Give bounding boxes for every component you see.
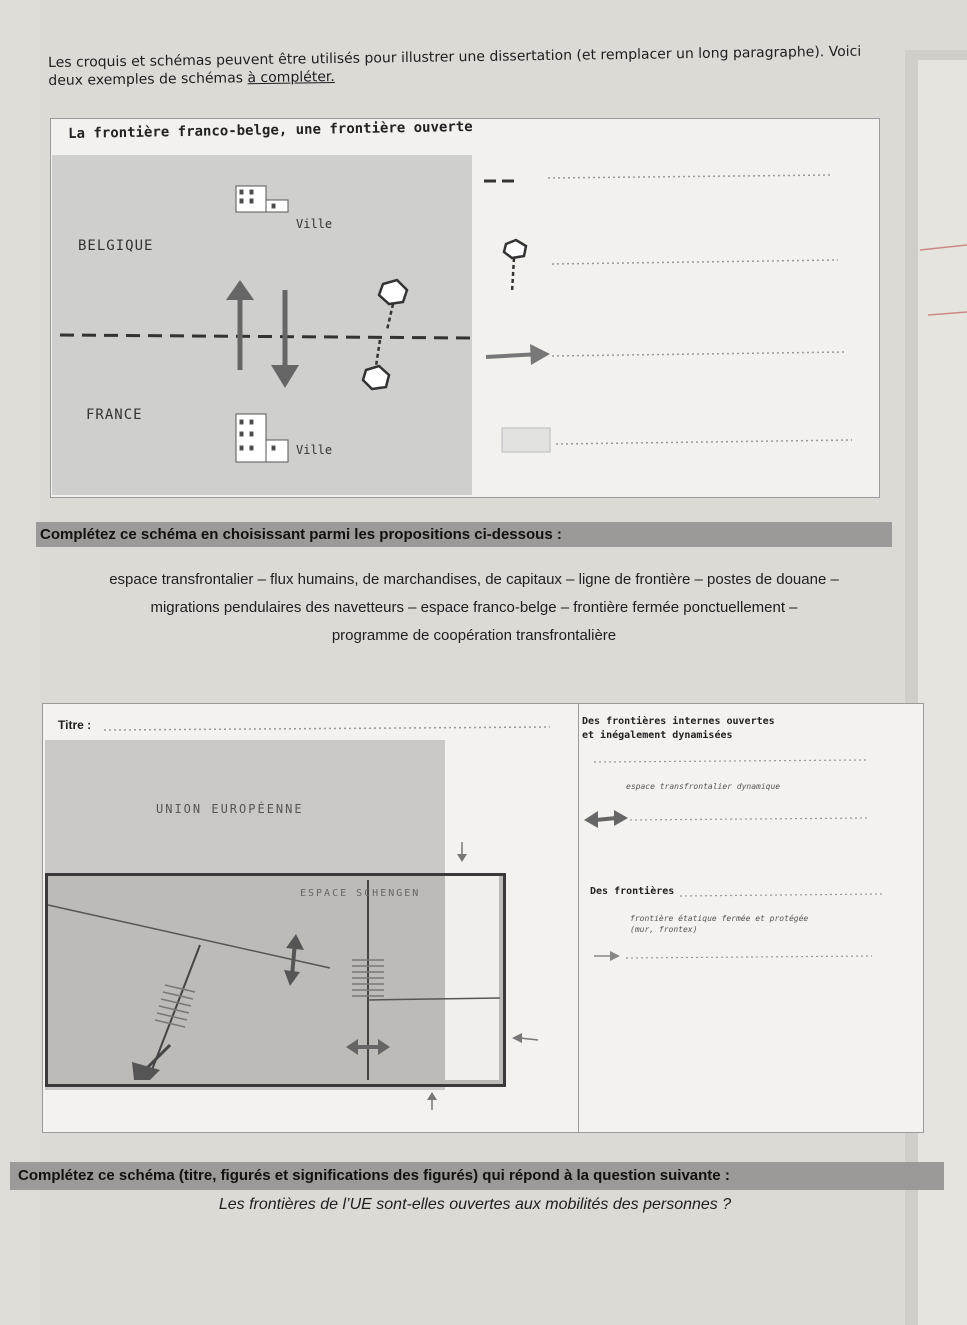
intro-line-1: Les croquis et schémas peuvent être utilisés pour illustrer une dissertation (et remplacer un long paragraphe). Voici [48, 43, 862, 71]
proposition-line: programme de coopération transfrontalière [331, 627, 617, 644]
legend2-item-espace: espace transfrontalier dynamique [626, 782, 781, 791]
arrow-down-small-icon [457, 842, 467, 862]
legend2-blank-a [594, 760, 866, 762]
label-ville-top: Ville [296, 217, 333, 231]
proposition-line: migrations pendulaires des navetteurs – espace franco-belge – frontière fermée ponctuellement – [150, 599, 798, 616]
title-blank-line [104, 727, 550, 730]
arrow-left-small-icon [512, 1033, 538, 1043]
legend2-item-frontiere: frontière étatique fermée et protégée [630, 914, 809, 923]
instruction-banner-2: Complétez ce schéma (titre, figurés et significations des figurés) qui répond à la question suivante : [10, 1162, 944, 1190]
intro-line-2-prefix: deux exemples de schémas [48, 70, 248, 89]
label-france: FRANCE [86, 407, 143, 423]
border-line-diagonal [48, 905, 330, 968]
legend2-heading-2: Des frontières [590, 886, 675, 897]
diagram2-title-label: Titre : [58, 718, 92, 732]
non-schengen-area [445, 876, 499, 1080]
instruction-banner-1: Complétez ce schéma en choisissant parmi les propositions ci-dessous : [36, 522, 892, 547]
wall-hatch-icon [352, 960, 384, 996]
legend2-item-frontiere-2: (mur, frontex) [630, 925, 698, 934]
legend2-heading-1: Des frontières internes ouvertes [582, 716, 775, 727]
legend2-blank-c [680, 894, 882, 896]
legend2-arrow-right-icon [594, 951, 620, 961]
label-belgique: BELGIQUE [78, 238, 154, 254]
arrow-diagonal-icon [132, 1045, 170, 1080]
double-arrow-vertical-icon [284, 934, 304, 986]
arrow-up-small-icon [427, 1092, 437, 1110]
question-text: Les frontières de l’UE sont-elles ouvertes aux mobilités des personnes ? [218, 1196, 732, 1213]
label-ville-bottom: Ville [296, 443, 333, 457]
legend2-double-arrow-icon [584, 810, 628, 828]
legend2-blank-d [626, 956, 872, 958]
wall-hatch-icon-2 [155, 985, 195, 1027]
legend2-blank-b [630, 818, 868, 820]
label-union-europeenne: UNION EUROPÉENNE [156, 802, 304, 816]
legend2-heading-1b: et inégalement dynamisées [582, 730, 733, 741]
diagram1-title: La frontière franco-belge, une frontière ouverte [68, 118, 473, 142]
proposition-line: espace transfrontalier – flux humains, de marchandises, de capitaux – ligne de frontière – postes de douane – [109, 571, 839, 588]
intro-line-2-underlined: à compléter. [247, 68, 335, 87]
label-espace-schengen: ESPACE SCHENGEN [300, 888, 421, 899]
